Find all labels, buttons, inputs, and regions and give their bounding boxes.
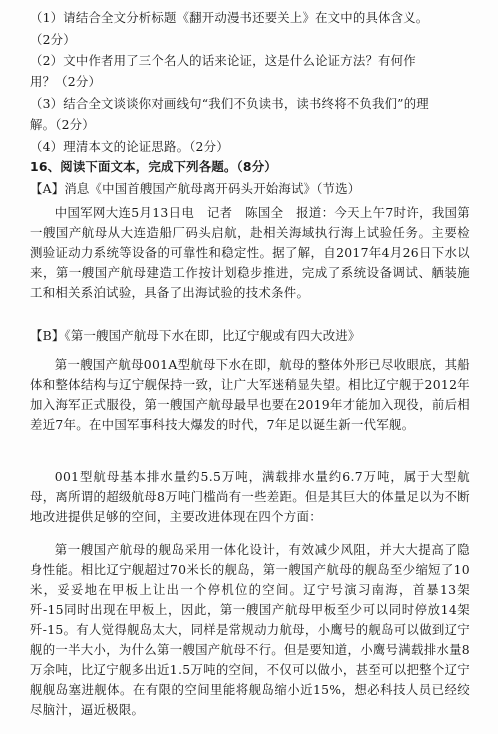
question-2-line-2: 用？（2分） [30,74,102,89]
part-b-para-1 [30,355,470,435]
part-b-para-3 [30,540,470,720]
part-b-paragraph-1: 第一艘国产航母001A型航母下水在即，航母的整体外形已尽收眼底，其船体和整体结构与辽宁舰保持一致，让广大军迷稍显失望。相比辽宁舰于2012年加入海军正式服役，第一艘国产航母最早也要在2019年才能加入现役，前后相差近7年。在中国军事科技大爆发的时代，7年足以诞生新一代军舰。 [30,357,470,432]
question-2-line-1: （2）文中作者用了三个名人的话来论证，这是什么论证方法？有何作 [30,53,416,68]
part-b-paragraph-3: 第一艘国产航母的舰岛采用一体化设计，有效减少风阻，并大大提高了隐身性能。相比辽宁舰超过70米长的舰岛，第一艘国产航母的舰岛至少缩短了10米，妥妥地在甲板上让出一个停机位的空间。辽宁号演习南海，首暴13架歼-15同时出现在甲板上，因此，第一艘国产航母甲板至少可以同时停放14架歼-15。有人觉得舰岛太大，同样是常规动力航母，小鹰号的舰岛可以做到辽宁舰的一半大小，为什么第一艘国产航母不行。但是要知道，小鹰号满载排水量8万余吨，比辽宁舰多出近1.5万吨的空间，不仅可以做小，甚至可以把整个辽宁舰舰岛塞进舰体。在有限的空间里能将舰岛缩小近15%，想必科技人员已经绞尽脑汁，逼近极限。 [30,542,470,717]
section-16-heading: 16、阅读下面文本，完成下列各题。（8分） [30,159,277,174]
part-a-paragraph: 中国军网大连5月13日电 记者 陈国全 报道：今天上午7时许，我国第一艘国产航母从大连造船厂码头启航，赴相关海域执行海上试验任务。主要检测验证动力系统等设备的可靠性和稳定性。据了解，自2017年4月26日下水以来，第一艘国产航母建造工作按计划稳步推进，完成了系统设备调试、舾装施工和相关系泊试验，具备了出海试验的技术条件。 [30,205,470,300]
part-b-paragraph-2: 001型航母基本排水量约5.5万吨，满载排水量约6.7万吨，属于大型航母，离所谓的超级航母8万吨门槛尚有一些差距。但是其巨大的体量足以为不断地改进提供足够的空间，主要改进体现在四个方面： [30,469,470,524]
part-b-title: 【B】《第一艘国产航母下水在即，比辽宁舰或有四大改进》 [30,328,361,343]
part-a-body [30,203,470,303]
question-3-line-1: （3）结合全文谈谈你对画线句“我们不负读书，读书终将不负我们”的理 [30,96,429,111]
part-b-para-2 [30,467,470,527]
question-3-line-2: 解。（2分） [30,117,95,132]
question-1: （1）请结合全文分析标题《翻开动漫书还要关上》在文中的具体含义。 [30,10,429,25]
question-4: （4）理清本文的论证思路。（2分） [30,139,229,154]
question-1-score: （2分） [30,32,76,47]
part-a-title: 【A】消息《中国首艘国产航母离开码头开始海试》（节选） [30,181,361,196]
